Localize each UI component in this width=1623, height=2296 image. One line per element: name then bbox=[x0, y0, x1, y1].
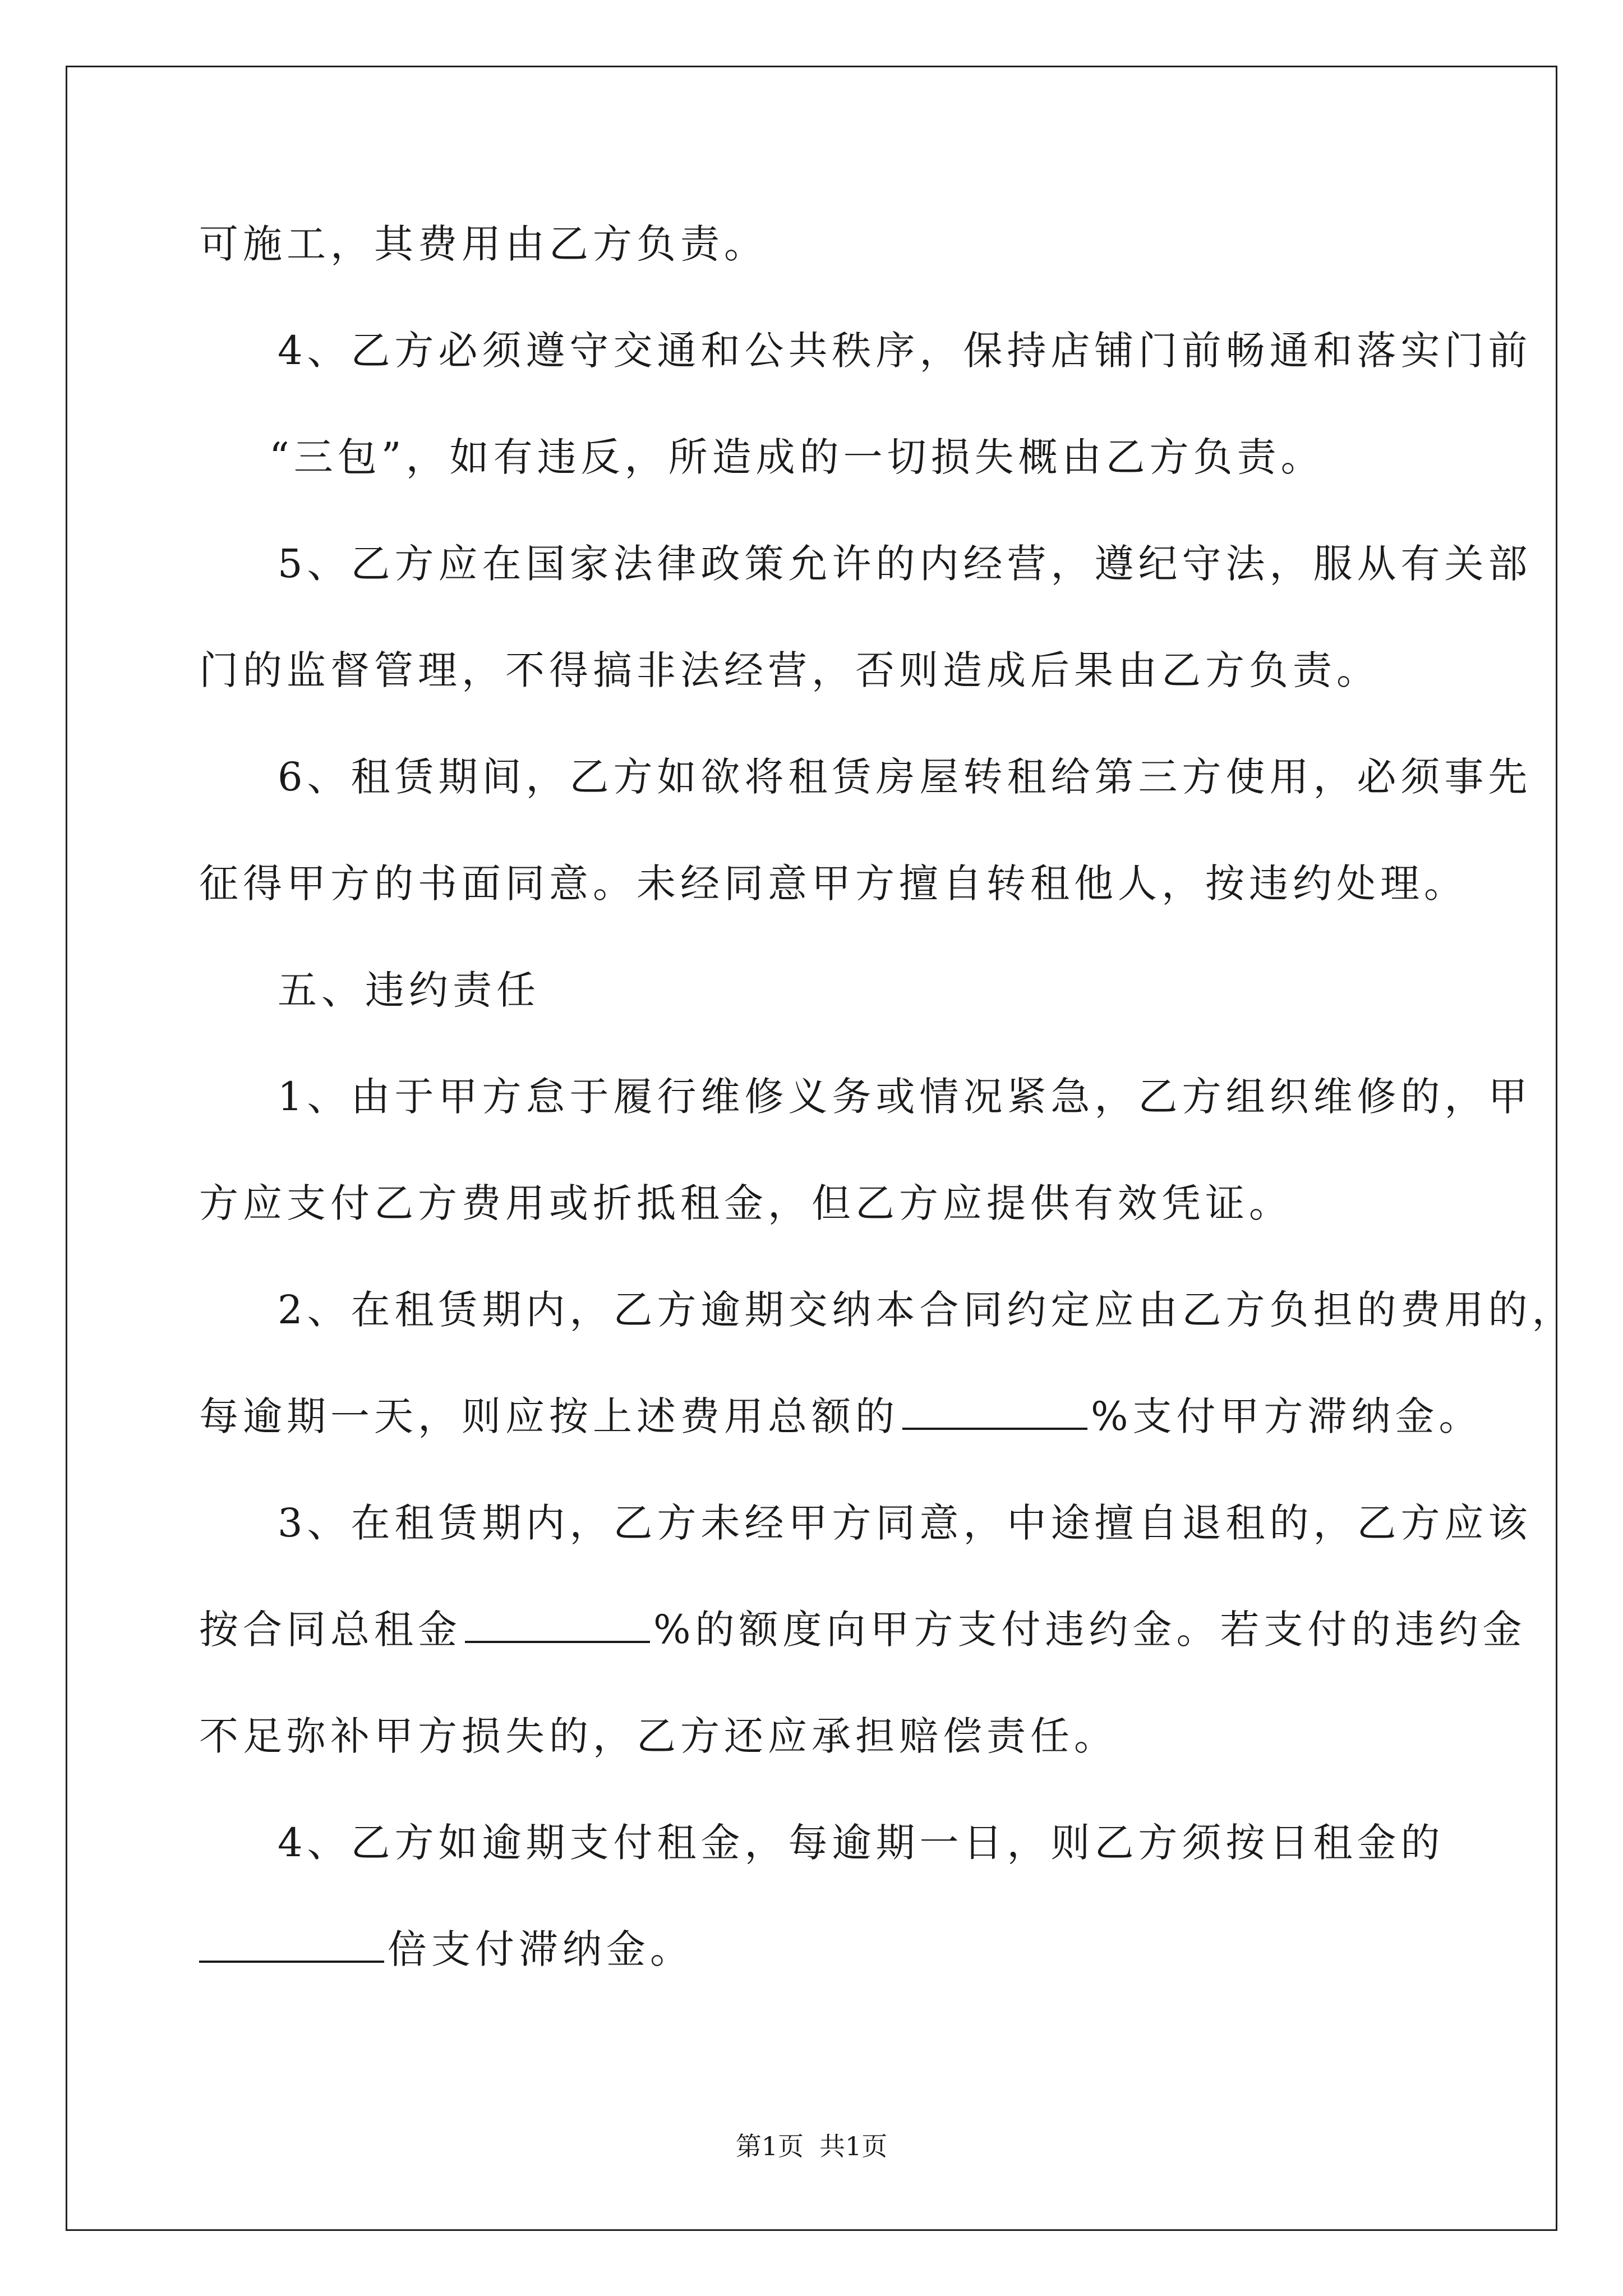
paragraph-line: 2、在租赁期内，乙方逾期交纳本合同约定应由乙方负担的费用的， bbox=[278, 1287, 1576, 1333]
fill-in-blank[interactable] bbox=[902, 1394, 1087, 1430]
paragraph-line: 可施工，其费用由乙方负责。 bbox=[199, 221, 768, 267]
paragraph-line bbox=[199, 1363, 1483, 1470]
paragraph-line bbox=[199, 1896, 1433, 2003]
page-number: 第1页 bbox=[735, 2131, 804, 2161]
paragraph-line bbox=[199, 1576, 1527, 1683]
page-footer bbox=[0, 2126, 1623, 2163]
paragraph-line: 4、乙方必须遵守交通和公共秩序，保持店铺门前畅通和落实门前 bbox=[278, 328, 1532, 374]
section-heading: 五、违约责任 bbox=[278, 967, 540, 1013]
document-body bbox=[199, 191, 1576, 2003]
page-total: 共1页 bbox=[819, 2131, 888, 2161]
paragraph-line: 1、由于甲方怠于履行维修义务或情况紧急，乙方组织维修的，甲 bbox=[278, 1074, 1532, 1120]
paragraph-line: 3、在租赁期内，乙方未经甲方同意，中途擅自退租的，乙方应该 bbox=[278, 1500, 1532, 1546]
line-text: 倍支付滞纳金。 bbox=[388, 1926, 694, 1972]
fill-in-blank[interactable] bbox=[199, 1927, 384, 1963]
paragraph-line: 不足弥补甲方损失的，乙方还应承担赔偿责任。 bbox=[199, 1713, 1118, 1759]
paragraph-line: 6、租赁期间，乙方如欲将租赁房屋转租给第三方使用，必须事先 bbox=[278, 754, 1532, 800]
line-text: 每逾期一天，则应按上述费用总额的 bbox=[199, 1393, 899, 1439]
paragraph-line: 门的监督管理，不得搞非法经营，否则造成后果由乙方负责。 bbox=[199, 647, 1380, 693]
fill-in-blank[interactable] bbox=[465, 1607, 650, 1643]
line-text: %支付甲方滞纳金。 bbox=[1091, 1393, 1483, 1439]
line-text: %的额度向甲方支付违约金。若支付的违约金 bbox=[653, 1607, 1527, 1653]
line-text: 按合同总租金 bbox=[199, 1607, 462, 1653]
paragraph-line: 4、乙方如逾期支付租金，每逾期一日，则乙方须按日租金的 bbox=[278, 1820, 1445, 1866]
paragraph-line: 5、乙方应在国家法律政策允许的内经营，遵纪守法，服从有关部 bbox=[278, 541, 1532, 587]
paragraph-line: 方应支付乙方费用或折抵租金，但乙方应提供有效凭证。 bbox=[199, 1180, 1293, 1226]
paragraph-line: 征得甲方的书面同意。未经同意甲方擅自转租他人，按违约处理。 bbox=[199, 861, 1468, 907]
paragraph-line: “三包”，如有违反，所造成的一切损失概由乙方负责。 bbox=[269, 434, 1325, 480]
